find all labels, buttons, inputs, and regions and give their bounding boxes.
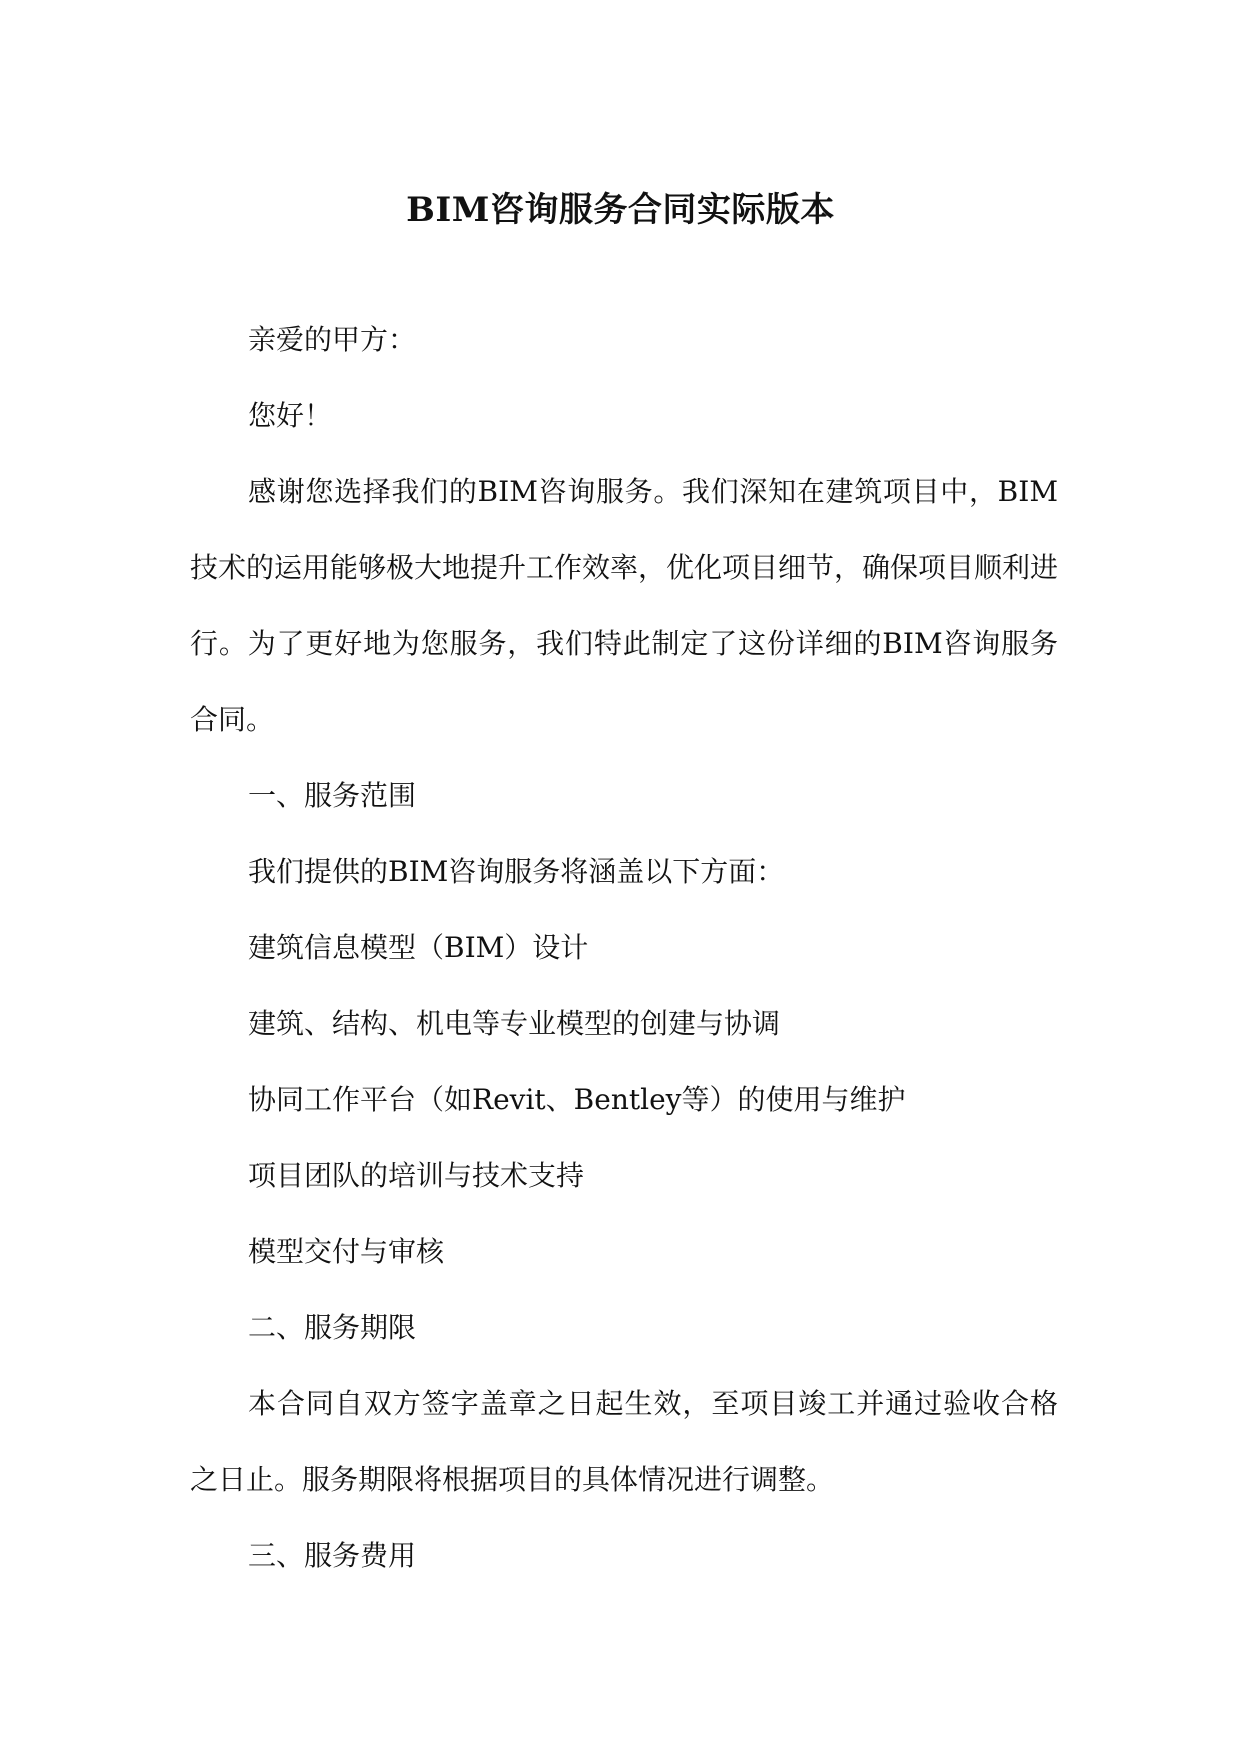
document-title: BIM咨询服务合同实际版本: [406, 190, 835, 230]
section-heading-service-scope: 一、服务范围: [248, 779, 417, 812]
salutation: 亲爱的甲方：: [248, 323, 417, 356]
service-item-platform-maintenance: 协同工作平台（如Revit、Bentley等）的使用与维护: [248, 1083, 906, 1116]
service-item-bim-design: 建筑信息模型（BIM）设计: [248, 931, 589, 964]
document-body: [190, 302, 1058, 1594]
section-heading-service-fees: 三、服务费用: [248, 1539, 417, 1572]
service-item-training-support: 项目团队的培训与技术支持: [248, 1159, 585, 1192]
service-item-model-delivery: 模型交付与审核: [248, 1235, 445, 1268]
greeting: 您好！: [248, 399, 333, 432]
service-term-paragraph: 本合同自双方签字盖章之日起生效，至项目竣工并通过验收合格之日止。服务期限将根据项目的具体情况进行调整。: [190, 1387, 1058, 1496]
service-scope-intro: 我们提供的BIM咨询服务将涵盖以下方面：: [248, 855, 785, 888]
service-item-model-coordination: 建筑、结构、机电等专业模型的创建与协调: [248, 1007, 781, 1040]
section-heading-service-term: 二、服务期限: [248, 1311, 417, 1344]
intro-paragraph: 感谢您选择我们的BIM咨询服务。我们深知在建筑项目中，BIM技术的运用能够极大地提升工作效率，优化项目细节，确保项目顺利进行。为了更好地为您服务，我们特此制定了这份详细的BIM咨询服务合同。: [190, 475, 1059, 736]
